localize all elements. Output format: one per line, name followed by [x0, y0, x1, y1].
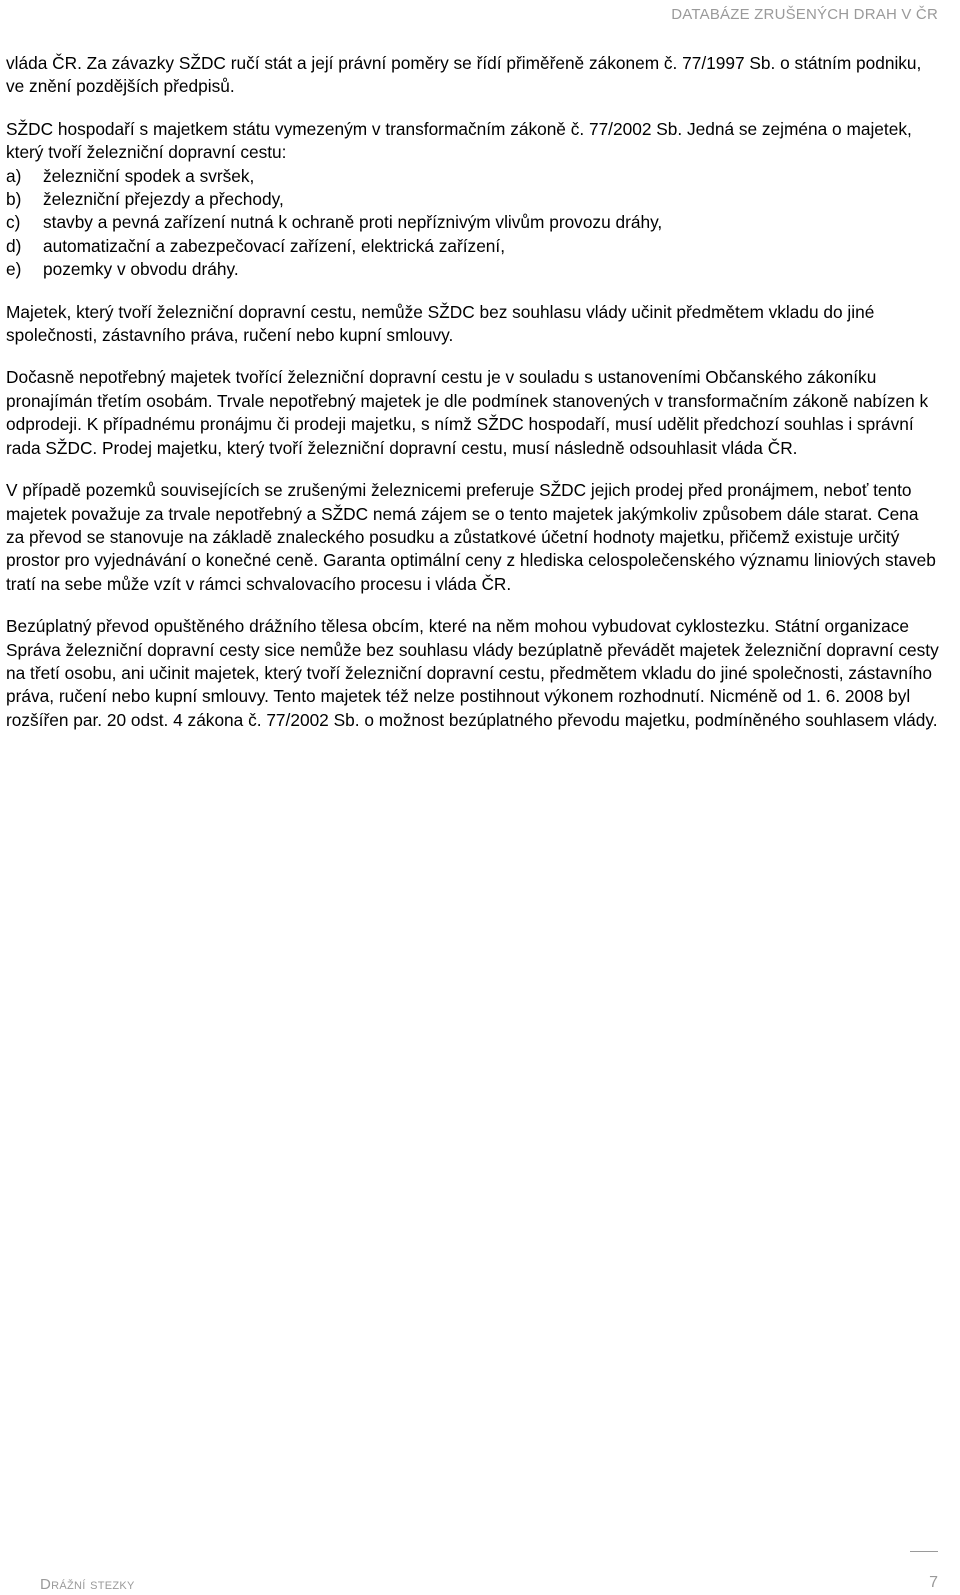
- asset-list: [6, 165, 941, 282]
- list-item: [6, 211, 941, 234]
- list-item-text: železniční přejezdy a přechody,: [43, 189, 284, 210]
- page-header-title: DATABÁZE ZRUŠENÝCH DRAH V ČR: [671, 6, 938, 23]
- paragraph-2: SŽDC hospodaří s majetkem státu vymezeným v transformačním zákoně č. 77/2002 Sb. Jedná se zejména o majetek, který tvoří železniční dopravní cestu:: [6, 118, 912, 163]
- paragraph-1: vláda ČR. Za závazky SŽDC ručí stát a její právní poměry se řídí přiměřeně zákonem č. 77/1997 Sb. o státním podniku, ve znění pozdějších předpisů.: [6, 53, 922, 97]
- page-footer: [40, 1548, 938, 1593]
- list-item-marker: d): [6, 235, 22, 256]
- paragraph-5: V případě pozemků souvisejících se zrušenými železnicemi preferuje SŽDC jejich prodej před pronájmem, neboť tento majetek považuje za trvale nepotřebný a SŽDC nemá zájem se o tento majetek jakýmkoliv způsobem dále starat. Cena za převod se stanovuje na základě znaleckého posudku a zůstatkové účetní hodnoty majetku, přičemž existuje určitý prostor pro vyjednávání o konečné ceně. Garanta optimální ceny z hlediska celospolečenského významu liniových staveb tratí na sebe může vzít v rámci schvalovacího procesu i vláda ČR.: [6, 480, 936, 594]
- paragraph-3: Majetek, který tvoří železniční dopravní cestu, nemůže SŽDC bez souhlasu vlády učinit předmětem vkladu do jiné společnosti, zástavního práva, ručení nebo kupní smlouvy.: [6, 301, 875, 346]
- list-item: [6, 165, 941, 188]
- page-number: 7: [929, 1574, 938, 1591]
- document-body: [6, 52, 941, 751]
- list-item: [6, 188, 941, 211]
- footer-title: Drážní stezky: [40, 1576, 135, 1593]
- list-item-text: stavby a pevná zařízení nutná k ochraně proti nepříznivým vlivům provozu dráhy,: [43, 212, 663, 233]
- paragraph-6: Bezúplatný převod opuštěného drážního tělesa obcím, které na něm mohou vybudovat cyklostezku. Státní organizace Správa železniční dopravní cesty sice nemůže bez souhlasu vlády bezúplatně převádět majetek železniční dopravní cesty na třetí osobu, ani učinit majetek, který tvoří železniční dopravní cestu, předmětem vkladu do jiné společnosti, zástavního práva, ručení nebo kupní smlouvy. Tento majetek též nelze postihnout výkonem rozhodnutí. Nicméně od 1. 6. 2008 byl rozšířen par. 20 odst. 4 zákona č. 77/2002 Sb. o možnost bezúplatného převodu majetku, podmíněného souhlasem vlády.: [6, 616, 939, 730]
- paragraph-4: Dočasně nepotřebný majetek tvořící železniční dopravní cestu je v souladu s ustanoveními Občanského zákoníku pronajímán třetím osobám. Trvale nepotřebný majetek je dle podmínek stanovených v transformačním zákoně nabízen k odprodeji. K případnému pronájmu či prodeji majetku, s nímž SŽDC hospodaří, musí udělit předchozí souhlas i správní rada SŽDC. Prodej majetku, který tvoří železniční dopravní cestu, musí následně odsouhlasit vláda ČR.: [6, 367, 929, 458]
- list-item-text: pozemky v obvodu dráhy.: [43, 259, 239, 280]
- list-item-text: automatizační a zabezpečovací zařízení, elektrická zařízení,: [43, 235, 506, 256]
- list-item-marker: b): [6, 189, 22, 210]
- list-item-text: železniční spodek a svršek,: [43, 165, 255, 186]
- list-item-marker: e): [6, 259, 22, 280]
- list-item: [6, 258, 941, 281]
- footer-divider: [910, 1551, 938, 1552]
- list-item-marker: c): [6, 212, 21, 233]
- list-item-marker: a): [6, 165, 22, 186]
- list-item: [6, 235, 941, 258]
